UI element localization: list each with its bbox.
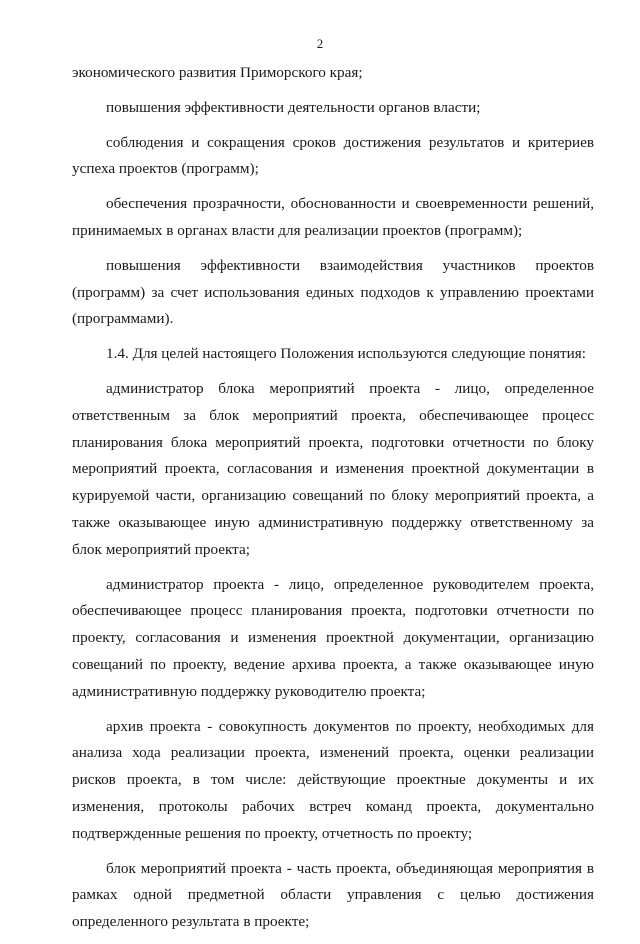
paragraph-continuation: экономического развития Приморского края; (72, 64, 363, 81)
paragraph-goal-interaction: повышения эффективности взаимодействия участников проектов (программ) за счет использования единых подходов к управлению проектами (программами). (72, 256, 594, 328)
paragraph-definition-project-admin: администратор проекта - лицо, определенное руководителем проекта, обеспечивающее процесс планирования проекта, подготовки отчетности по проекту, согласования и изменения проектной документации, организацию совещаний по проекту, ведение архива проекта, а также оказывающее иную административную поддержку руководителю проекта; (72, 575, 594, 700)
paragraph-definition-project-archive: архив проекта - совокупность документов по проекту, необходимых для анализа хода реализации проекта, изменений проекта, оценки реализации рисков проекта, в том числе: действующие проектные документы и их изменения, протоколы рабочих встреч команд проекта, документально подтвержденные решения по проекту, отчетность по проекту; (72, 717, 594, 842)
document-body (72, 60, 594, 944)
paragraph-section-1-4: 1.4. Для целей настоящего Положения используются следующие понятия: (106, 345, 587, 363)
paragraph-goal-efficiency: повышения эффективности деятельности органов власти; (106, 98, 481, 116)
paragraph-goal-deadlines: соблюдения и сокращения сроков достижения результатов и критериев успеха проектов (программ); (72, 133, 594, 178)
page-number: 2 (316, 36, 324, 51)
paragraph-definition-activity-block: блок мероприятий проекта - часть проекта, объединяющая мероприятия в рамках одной предметной области управления с целью достижения определенного результата в проекте; (72, 859, 594, 931)
paragraph-goal-transparency: обеспечения прозрачности, обоснованности и своевременности решений, принимаемых в органах власти для реализации проектов (программ); (72, 195, 594, 239)
paragraph-definition-block-admin: администратор блока мероприятий проекта - лицо, определенное ответственным за блок мероприятий проекта, обеспечивающее процесс планирования блока мероприятий проекта, подготовки отчетности по блоку мероприятий проекта, согласования и изменения проектной документации в курируемой части, организацию совещаний по блоку мероприятий проекта, а также оказывающее иную административную поддержку ответственному за блок мероприятий проекта; (72, 379, 594, 558)
